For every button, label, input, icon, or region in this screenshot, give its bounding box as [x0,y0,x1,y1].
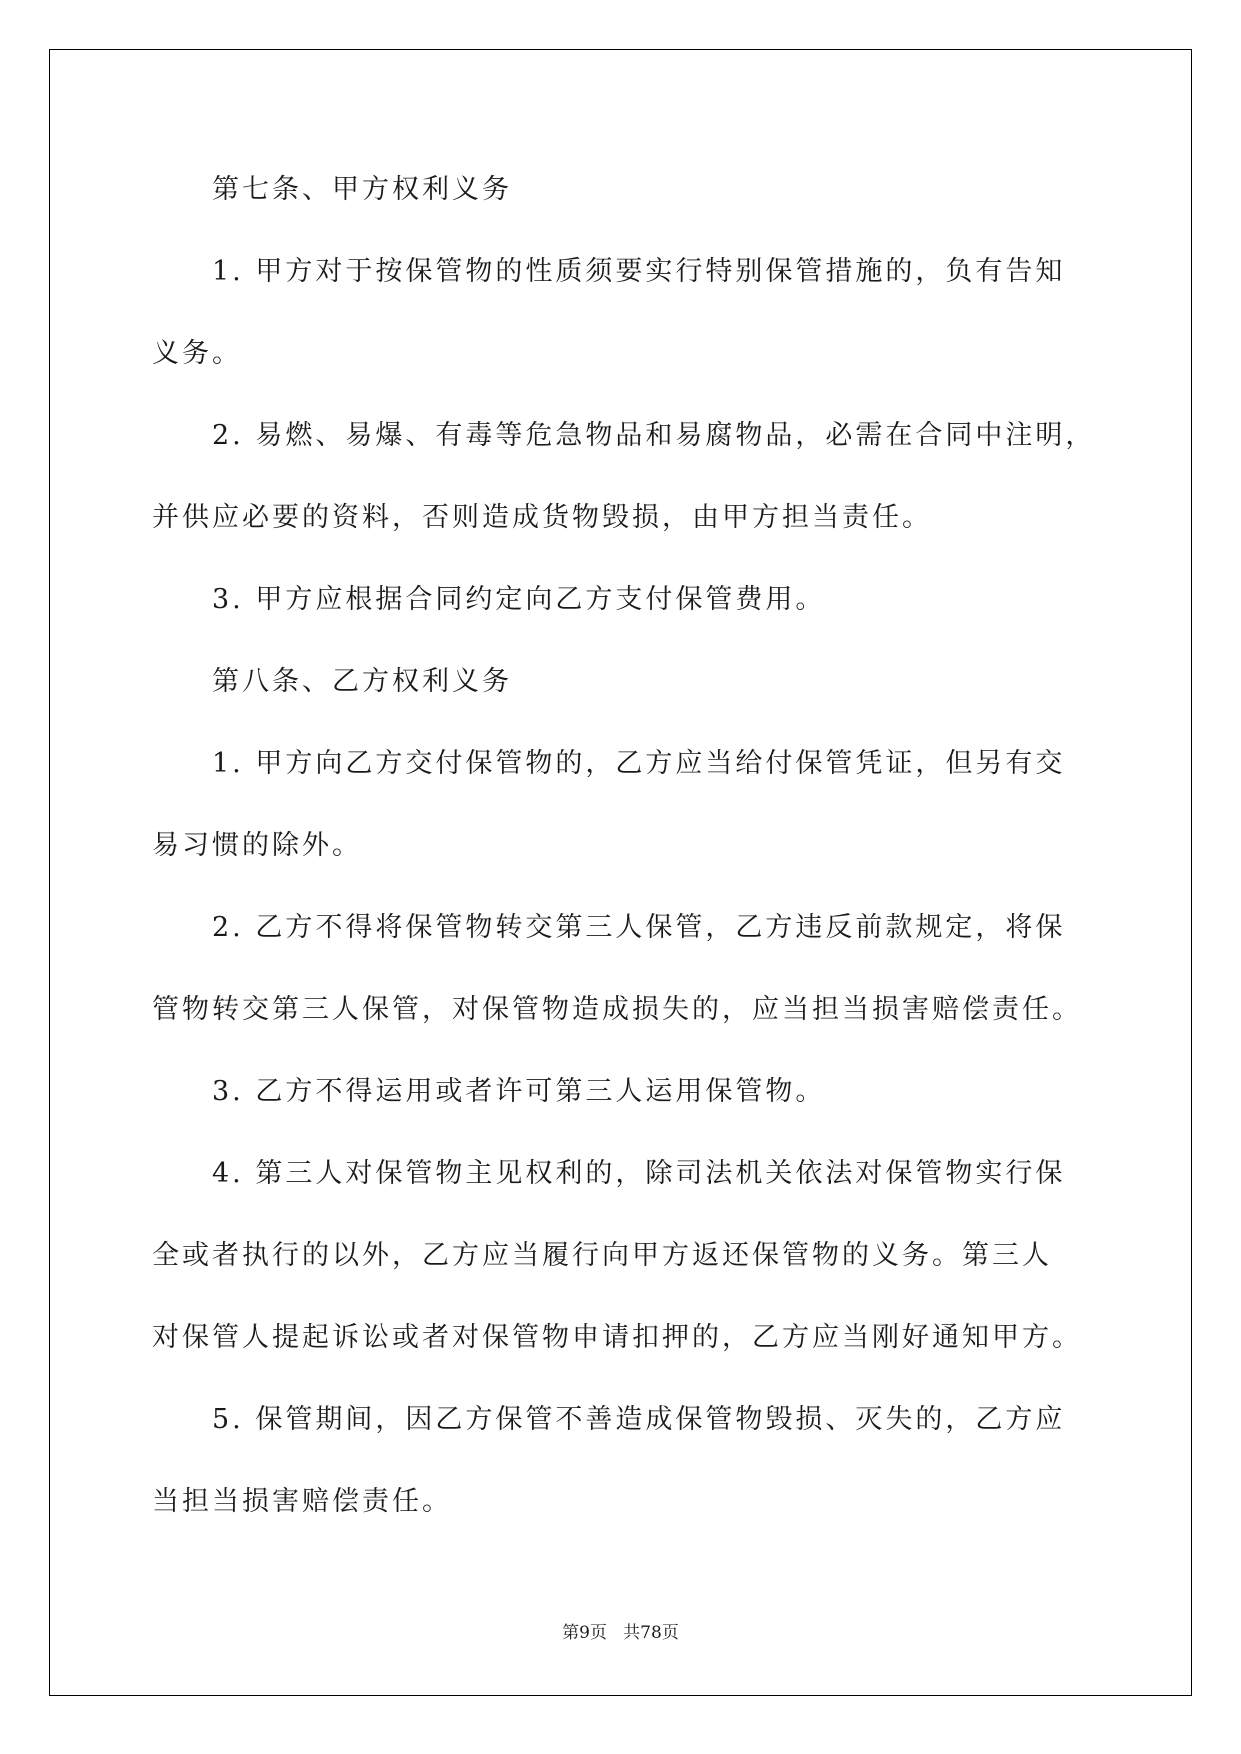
page-border [49,49,1192,1696]
paragraph-line: 2. 乙方不得将保管物转交第三人保管，乙方违反前款规定，将保 [212,912,1066,943]
paragraph-line: 3. 乙方不得运用或者许可第三人运用保管物。 [212,1076,826,1107]
paragraph-line: 义务。 [152,338,242,369]
paragraph-line: 当担当损害赔偿责任。 [152,1486,452,1517]
paragraph-line: 1. 甲方对于按保管物的性质须要实行特别保管措施的，负有告知 [212,256,1066,287]
paragraph-line: 管物转交第三人保管，对保管物造成损失的，应当担当损害赔偿责任。 [152,994,1082,1025]
paragraph-line: 对保管人提起诉讼或者对保管物申请扣押的，乙方应当刚好通知甲方。 [152,1322,1082,1353]
section-heading-7: 第七条、甲方权利义务 [212,174,512,205]
paragraph-line: 2. 易燃、易爆、有毒等危急物品和易腐物品，必需在合同中注明， [212,420,1096,451]
section-heading-8: 第八条、乙方权利义务 [212,666,512,697]
paragraph-line: 1. 甲方向乙方交付保管物的，乙方应当给付保管凭证，但另有交 [212,748,1066,779]
page-number-footer: 第9页 共78页 [562,1623,679,1643]
paragraph-line: 3. 甲方应根据合同约定向乙方支付保管费用。 [212,584,826,615]
paragraph-line: 5. 保管期间，因乙方保管不善造成保管物毁损、灭失的，乙方应 [212,1404,1066,1435]
paragraph-line: 并供应必要的资料，否则造成货物毁损，由甲方担当责任。 [152,502,932,533]
paragraph-line: 全或者执行的以外，乙方应当履行向甲方返还保管物的义务。第三人 [152,1240,1052,1271]
paragraph-line: 易习惯的除外。 [152,830,362,861]
paragraph-line: 4. 第三人对保管物主见权利的，除司法机关依法对保管物实行保 [212,1158,1066,1189]
